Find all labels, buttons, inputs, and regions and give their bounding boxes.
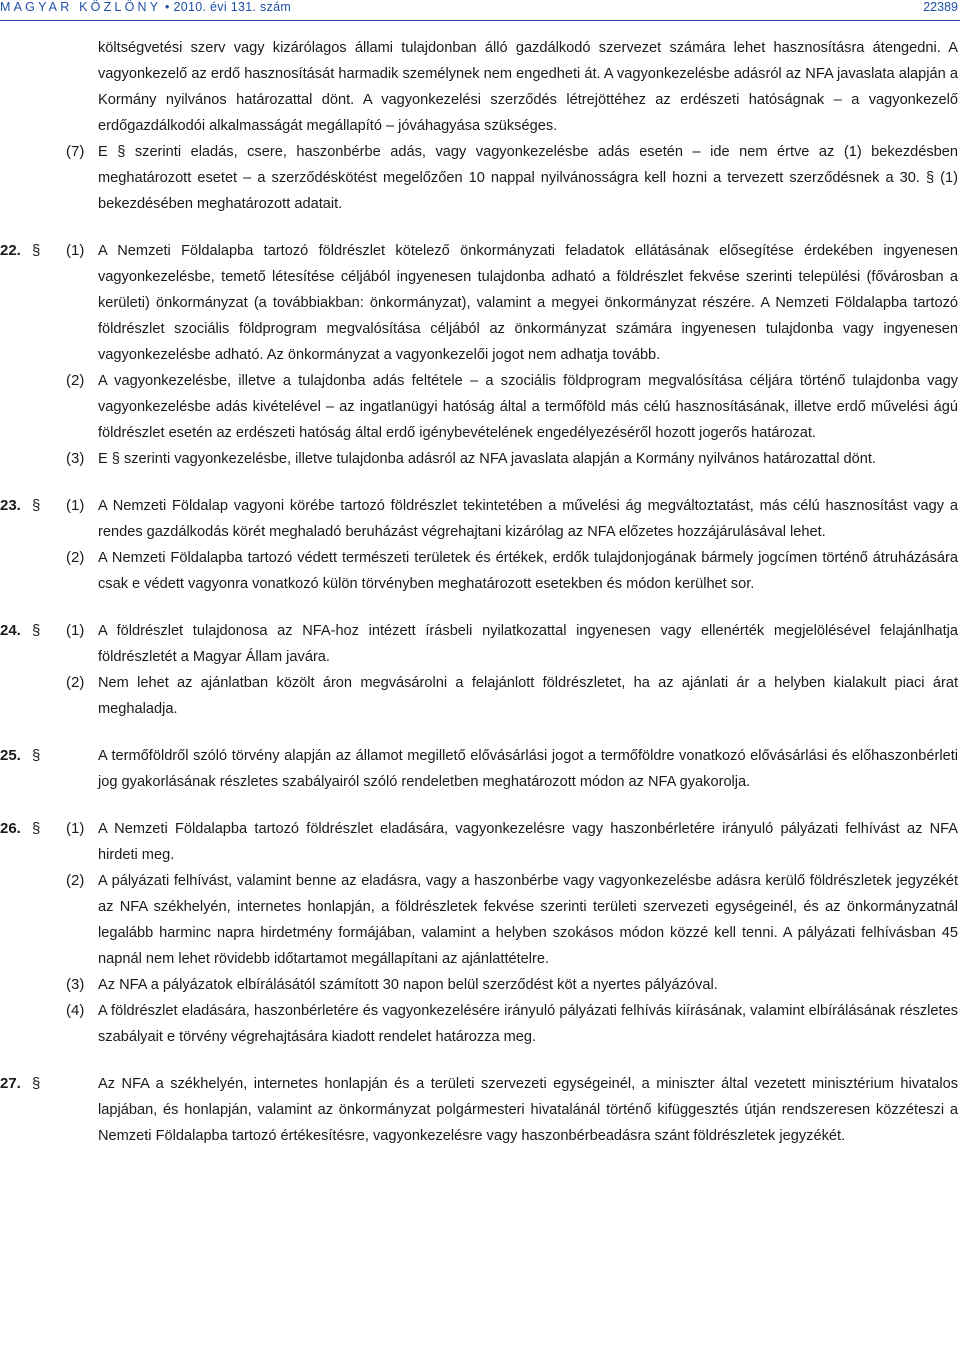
section-sign: § (32, 497, 41, 514)
paragraph-number: (4) (66, 1002, 85, 1019)
paragraph-s23p1 (0, 493, 960, 545)
paragraph-text: Nem lehet az ajánlatban közölt áron megvásárolni a felajánlott földrészletet, ha az ajánlati ár a helyben kialakult piaci árat meghaladja. (98, 675, 958, 717)
section-number: 22. (0, 242, 21, 259)
paragraph-s23p2 (0, 545, 960, 597)
section-gap (0, 217, 960, 238)
paragraph-p7 (0, 139, 960, 217)
section-number: 25. (0, 747, 21, 764)
paragraph-s26p1 (0, 816, 960, 868)
journal-title: MAGYAR KÖZLÖNY (0, 0, 162, 14)
paragraph-s24p2 (0, 670, 960, 722)
paragraph-text: A földrészlet eladására, haszonbérletére és vagyonkezelésére irányuló pályázati felhívás kiírásának, valamint elbírálásának részletes szabályait e törvény végrehajtására kiadott rendelet határozza meg. (98, 1003, 958, 1045)
paragraph-text: költségvetési szerv vagy kizárólagos állami tulajdonban álló gazdálkodó szervezet számára lehet hasznosításra átengedni. A vagyonkezelő az erdő hasznosítását harmadik személynek nem engedheti át. A vagyonkezelésbe adásról az NFA javaslata alapján a Kormány nyilvános határozattal dönt. A vagyonkezelési szerződés létrejöttéhez az erdészeti hatóságnak – a vagyonkezelő erdőgazdálkodói alkalmasságát megállapító – jóváhagyása szükséges. (98, 40, 958, 134)
paragraph-text: A Nemzeti Földalapba tartozó földrészlet kötelező önkormányzati feladatok ellátásának elősegítése érdekében ingyenesen vagyonkezelésbe, temető létesítése céljából ingyenesen tulajdonba adható a földrészlet fekvése szerinti települési (fővárosban a kerületi) önkormányzat (a továbbiakban: önkormányzat), valamint a megyei önkormányzat részére. A Nemzeti Földalapba tartozó földrészlet szociális földprogram megvalósítása céljából az önkormányzat számára ingyenesen tulajdonba vagy ingyenesen vagyonkezelésbe adható. Az önkormányzat a vagyonkezelői jogot nem adhatja tovább. (98, 243, 958, 363)
paragraph-s25 (0, 743, 960, 795)
section-number: 24. (0, 622, 21, 639)
paragraph-s22p3 (0, 446, 960, 472)
section-sign: § (32, 242, 41, 259)
paragraph-s26p2 (0, 868, 960, 972)
paragraph-s22p2 (0, 368, 960, 446)
section-gap (0, 722, 960, 743)
document-body (0, 35, 960, 1149)
paragraph-number: (2) (66, 872, 85, 889)
paragraph-s24p1 (0, 618, 960, 670)
paragraph-text: A termőföldről szóló törvény alapján az államot megillető elővásárlási jogot a termőföldre vonatkozó elővásárlási és előhaszonbérleti jog gyakorlásának részletes szabályairól szóló rendeletben meghatározott módon az NFA gyakorolja. (98, 748, 958, 790)
paragraph-s27 (0, 1071, 960, 1149)
section-number: 23. (0, 497, 21, 514)
paragraph-text: A Nemzeti Földalap vagyoni körébe tartozó földrészlet tekintetében a művelési ág megváltoztatást, más célú hasznosítást vagy a rendes gazdálkodás körét meghaladó beruházást végrehajtani kizárólag az NFA előzetes hozzájárulásával lehet. (98, 498, 958, 540)
paragraph-number: (1) (66, 820, 85, 837)
paragraph-number: (3) (66, 976, 85, 993)
section-gap (0, 597, 960, 618)
paragraph-text: A vagyonkezelésbe, illetve a tulajdonba adás feltétele – a szociális földprogram megvalósítása céljára történő tulajdonba vagy vagyonkezelésbe adás kivételével – az ingatlanügyi hatóság által a termőföld más célú hasznosításának, illetve erdő művelési ágú földrészlet esetén az erdészeti hatóság által erdő igénybevételének engedélyezéséről hozott jogerős határozat. (98, 373, 958, 441)
paragraph-number: (1) (66, 622, 85, 639)
paragraph-number: (3) (66, 450, 85, 467)
issue-info: • 2010. évi 131. szám (165, 0, 292, 14)
section-gap (0, 1050, 960, 1071)
paragraph-s26p4 (0, 998, 960, 1050)
paragraph-text: A földrészlet tulajdonosa az NFA-hoz intézett írásbeli nyilatkozattal ingyenesen vagy ellenérték megjelölésével felajánlhatja földrészletét a Magyar Állam javára. (98, 623, 958, 665)
paragraph-number: (1) (66, 497, 85, 514)
page-number: 22389 (923, 0, 958, 14)
paragraph-number: (2) (66, 674, 85, 691)
journal-issue-line (0, 0, 291, 14)
section-sign: § (32, 747, 41, 764)
section-gap (0, 472, 960, 493)
paragraph-text: Az NFA a székhelyén, internetes honlapján és a területi szervezeti egységeinél, a miniszter által vezetett minisztérium hivatalos lapjában, és honlapján, valamint az önkormányzat polgármesteri hivatalánál történő kifüggesztés útján rendszeresen közzéteszi a Nemzeti Földalapba tartozó értékesítésre, vagyonkezelésre vagy haszonbérbeadásra szánt földrészletek jegyzékét. (98, 1076, 958, 1144)
paragraph-number: (2) (66, 549, 85, 566)
paragraph-text: A Nemzeti Földalapba tartozó földrészlet eladására, vagyonkezelésre vagy haszonbérletére irányuló pályázati felhívást az NFA hirdeti meg. (98, 821, 958, 863)
page-header (0, 0, 960, 21)
section-number: 27. (0, 1075, 21, 1092)
paragraph-text: Az NFA a pályázatok elbírálásától számított 30 napon belül szerződést köt a nyertes pályázóval. (98, 977, 718, 993)
paragraph-s26p3 (0, 972, 960, 998)
paragraph-text: A pályázati felhívást, valamint benne az eladásra, vagy a haszonbérbe vagy vagyonkezelésbe adásra kerülő földrészletek jegyzékét az NFA székhelyén, internetes honlapján, a földrészletek fekvése szerinti területi szervezeti egységeinél, és az önkormányzatnál legalább harminc napra hirdetmény formájában, valamint a helyben szokásos módon közzé kell tenni. A pályázati felhívásban 45 napnál nem lehet rövidebb időtartamot megállapítani az ajánlattételre. (98, 873, 958, 967)
paragraph-s22p1 (0, 238, 960, 368)
section-gap (0, 795, 960, 816)
paragraph-p6cont (0, 35, 960, 139)
section-sign: § (32, 820, 41, 837)
paragraph-text: E § szerinti eladás, csere, haszonbérbe adás, vagy vagyonkezelésbe adás esetén – ide nem értve az (1) bekezdésben meghatározott esetet – a szerződéskötést megelőzően 10 nappal nyilvánosságra kell hozni a tervezett szerződésnek a 30. § (1) bekezdésében meghatározott adatait. (98, 144, 958, 212)
section-sign: § (32, 1075, 41, 1092)
paragraph-number: (1) (66, 242, 85, 259)
section-sign: § (32, 622, 41, 639)
paragraph-text: E § szerinti vagyonkezelésbe, illetve tulajdonba adásról az NFA javaslata alapján a Kormány nyilvános határozattal dönt. (98, 451, 876, 467)
paragraph-number: (7) (66, 143, 85, 160)
section-number: 26. (0, 820, 21, 837)
paragraph-text: A Nemzeti Földalapba tartozó védett természeti területek és értékek, erdők tulajdonjogának bármely jogcímen történő átruházására csak e védett vagyonra vonatkozó külön törvényben meghatározott esetekben és módon kerülhet sor. (98, 550, 958, 592)
paragraph-number: (2) (66, 372, 85, 389)
